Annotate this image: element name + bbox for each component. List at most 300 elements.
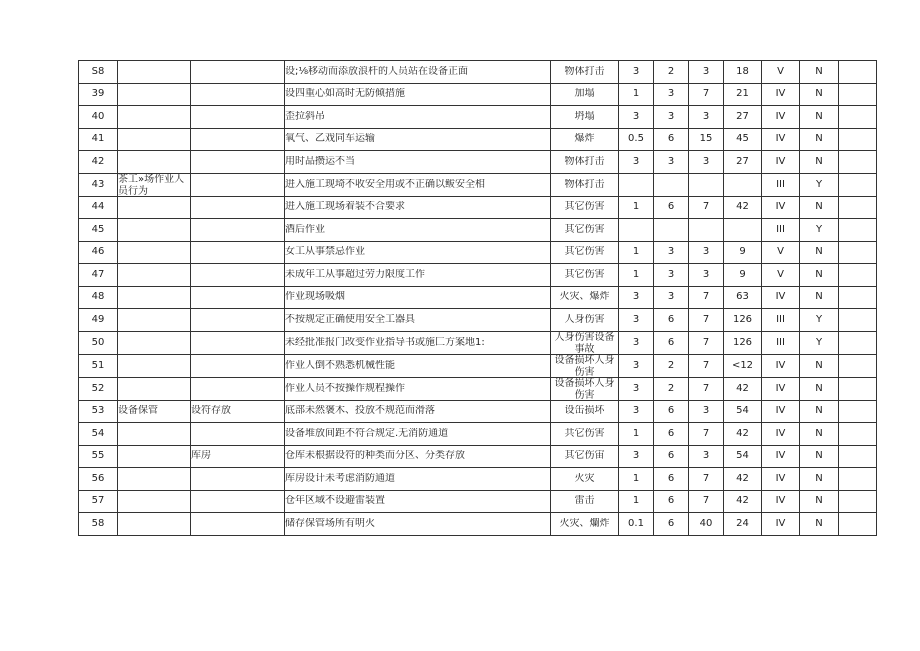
e-value-cell — [654, 128, 689, 151]
consequence-cell — [551, 151, 619, 174]
e-value-cell-text: 6 — [667, 313, 675, 325]
e-value-cell-text: 6 — [667, 133, 675, 145]
hazard-cell-text: 未成年工从事超过劳力限度工作 — [285, 268, 425, 280]
consequence-cell — [551, 173, 619, 196]
c-value-cell-text: 7 — [702, 313, 710, 325]
major-risk-cell-text: N — [815, 246, 823, 258]
activity-cell — [118, 264, 191, 287]
consequence-cell-text: 其它伤害 — [564, 246, 605, 258]
row-number — [79, 377, 118, 400]
row-number-text: 42 — [91, 155, 105, 167]
d-value-cell-text: 42 — [736, 382, 749, 394]
consequence-cell-text: 雷击 — [574, 495, 595, 507]
d-value-cell-text: 18 — [736, 65, 749, 77]
blank-cell — [839, 309, 877, 332]
table-row — [79, 241, 877, 264]
risk-level-cell — [762, 354, 800, 377]
row-number-text: 43 — [91, 178, 105, 190]
e-value-cell-text: 2 — [667, 65, 675, 77]
consequence-cell-text: 火灾 — [574, 472, 595, 484]
major-risk-cell-text: N — [815, 110, 823, 122]
hazard-cell — [285, 241, 551, 264]
l-value-cell-text: 3 — [632, 313, 640, 325]
table-row — [79, 219, 877, 242]
hazard-cell-text: 用时品攒运不当 — [285, 155, 355, 167]
consequence-cell-text: 设备损坏人身伤害 — [554, 377, 615, 400]
c-value-cell — [689, 196, 724, 219]
d-value-cell-text: 24 — [736, 517, 749, 529]
risk-level-cell — [762, 196, 800, 219]
hazard-cell — [285, 377, 551, 400]
e-value-cell-text: 6 — [667, 336, 675, 348]
hazard-cell — [285, 286, 551, 309]
e-value-cell — [654, 264, 689, 287]
activity-cell-text: 茶工»场作业人员行为 — [118, 173, 185, 196]
major-risk-cell — [800, 196, 839, 219]
hazard-cell — [285, 309, 551, 332]
row-number-text: 50 — [91, 336, 105, 348]
row-number — [79, 61, 118, 84]
consequence-cell — [551, 128, 619, 151]
risk-level-cell — [762, 173, 800, 196]
hazard-cell-text: 作业人倒不熟悉机械性能 — [285, 359, 395, 371]
risk-level-cell — [762, 219, 800, 242]
c-value-cell — [689, 173, 724, 196]
l-value-cell — [619, 490, 654, 513]
major-risk-cell — [800, 286, 839, 309]
major-risk-cell — [800, 106, 839, 129]
hazard-cell — [285, 423, 551, 446]
major-risk-cell-text: N — [815, 359, 823, 371]
risk-level-cell-text: IV — [775, 110, 786, 122]
sub-activity-cell — [191, 468, 285, 491]
blank-cell — [839, 354, 877, 377]
d-value-cell-text: 27 — [736, 155, 749, 167]
e-value-cell — [654, 423, 689, 446]
c-value-cell-text: 7 — [702, 88, 710, 100]
c-value-cell — [689, 354, 724, 377]
consequence-cell-text: 火灾、爛炸 — [559, 517, 610, 529]
sub-activity-cell — [191, 83, 285, 106]
consequence-cell — [551, 219, 619, 242]
e-value-cell-text: 6 — [667, 405, 675, 417]
e-value-cell — [654, 61, 689, 84]
risk-level-cell — [762, 286, 800, 309]
table-row — [79, 513, 877, 536]
sub-activity-cell — [191, 196, 285, 219]
hazard-cell-text: 储存保管场所有明火 — [285, 517, 375, 529]
risk-level-cell-text: IV — [775, 472, 786, 484]
hazard-cell-text: 库房设计未考虑消防通道 — [285, 472, 395, 484]
d-value-cell-text: 42 — [736, 201, 749, 213]
risk-level-cell-text: IV — [775, 427, 786, 439]
consequence-cell — [551, 61, 619, 84]
consequence-cell — [551, 331, 619, 354]
row-number-text: 47 — [91, 268, 105, 280]
major-risk-cell — [800, 423, 839, 446]
c-value-cell — [689, 468, 724, 491]
c-value-cell-text: 3 — [702, 246, 710, 258]
major-risk-cell-text: Y — [815, 336, 823, 348]
d-value-cell — [724, 423, 762, 446]
c-value-cell-text: 3 — [702, 450, 710, 462]
e-value-cell — [654, 309, 689, 332]
d-value-cell-text: 42 — [736, 495, 749, 507]
sub-activity-cell — [191, 151, 285, 174]
sub-activity-cell — [191, 445, 285, 468]
c-value-cell — [689, 309, 724, 332]
blank-cell — [839, 61, 877, 84]
row-number — [79, 309, 118, 332]
e-value-cell — [654, 445, 689, 468]
c-value-cell — [689, 264, 724, 287]
row-number — [79, 286, 118, 309]
blank-cell — [839, 331, 877, 354]
row-number-text: 51 — [91, 359, 105, 371]
d-value-cell — [724, 151, 762, 174]
blank-cell — [839, 423, 877, 446]
major-risk-cell — [800, 468, 839, 491]
d-value-cell — [724, 173, 762, 196]
hazard-cell-text: 进入施工现埼不收安全用或不正确以鲅安全相 — [285, 178, 485, 190]
consequence-cell — [551, 241, 619, 264]
d-value-cell — [724, 377, 762, 400]
l-value-cell — [619, 354, 654, 377]
consequence-cell-text: 人身伤害 — [564, 313, 605, 325]
major-risk-cell-text: N — [815, 405, 823, 417]
hazard-cell — [285, 61, 551, 84]
row-number — [79, 173, 118, 196]
consequence-cell — [551, 83, 619, 106]
hazard-cell-text: 作业现场吸烟 — [285, 291, 345, 303]
l-value-cell — [619, 106, 654, 129]
activity-cell-text: 设备保管 — [118, 405, 158, 417]
l-value-cell-text: 3 — [632, 291, 640, 303]
sub-activity-cell-text: 库房 — [191, 450, 211, 462]
c-value-cell — [689, 400, 724, 423]
risk-level-cell-text: IV — [775, 495, 786, 507]
major-risk-cell — [800, 513, 839, 536]
major-risk-cell-text: Y — [815, 313, 823, 325]
risk-level-cell-text: IV — [775, 291, 786, 303]
sub-activity-cell — [191, 286, 285, 309]
major-risk-cell-text: N — [815, 268, 823, 280]
consequence-cell-text: 其它伤害 — [564, 268, 605, 280]
row-number-text: 39 — [91, 88, 105, 100]
blank-cell — [839, 400, 877, 423]
c-value-cell-text: 7 — [702, 472, 710, 484]
major-risk-cell — [800, 331, 839, 354]
l-value-cell — [619, 173, 654, 196]
e-value-cell-text: 2 — [667, 359, 675, 371]
hazard-cell — [285, 83, 551, 106]
table-row — [79, 309, 877, 332]
row-number — [79, 264, 118, 287]
risk-level-cell — [762, 445, 800, 468]
activity-cell — [118, 354, 191, 377]
l-value-cell — [619, 128, 654, 151]
e-value-cell — [654, 400, 689, 423]
major-risk-cell — [800, 309, 839, 332]
c-value-cell — [689, 513, 724, 536]
d-value-cell — [724, 400, 762, 423]
row-number-text: 45 — [91, 223, 105, 235]
row-number-text: 55 — [91, 450, 105, 462]
table-row — [79, 83, 877, 106]
table-row — [79, 468, 877, 491]
major-risk-cell — [800, 128, 839, 151]
l-value-cell-text: 3 — [632, 405, 640, 417]
row-number-text: 52 — [91, 382, 105, 394]
major-risk-cell — [800, 264, 839, 287]
major-risk-cell-text: N — [815, 291, 823, 303]
major-risk-cell — [800, 241, 839, 264]
l-value-cell — [619, 264, 654, 287]
blank-cell — [839, 219, 877, 242]
c-value-cell — [689, 445, 724, 468]
e-value-cell — [654, 196, 689, 219]
activity-cell — [118, 513, 191, 536]
activity-cell — [118, 331, 191, 354]
risk-level-cell — [762, 241, 800, 264]
major-risk-cell — [800, 354, 839, 377]
hazard-cell-text: 设;⅛移动而添放浪杆的人员站在设备正面 — [285, 65, 469, 77]
consequence-cell — [551, 445, 619, 468]
hazard-cell — [285, 490, 551, 513]
hazard-cell-text: 作业人员不按操作规程操作 — [285, 382, 405, 394]
d-value-cell — [724, 490, 762, 513]
d-value-cell-text: 42 — [736, 427, 749, 439]
d-value-cell — [724, 264, 762, 287]
row-number-text: 46 — [91, 246, 105, 258]
row-number — [79, 354, 118, 377]
consequence-cell — [551, 400, 619, 423]
risk-level-cell-text: III — [776, 178, 785, 190]
c-value-cell — [689, 241, 724, 264]
row-number — [79, 331, 118, 354]
c-value-cell-text: 7 — [702, 359, 710, 371]
d-value-cell-text: 126 — [732, 313, 753, 325]
l-value-cell-text: 3 — [632, 336, 640, 348]
blank-cell — [839, 151, 877, 174]
c-value-cell-text: 15 — [699, 133, 713, 145]
sub-activity-cell — [191, 61, 285, 84]
e-value-cell — [654, 219, 689, 242]
risk-level-cell — [762, 83, 800, 106]
row-number — [79, 400, 118, 423]
hazard-cell — [285, 196, 551, 219]
d-value-cell — [724, 83, 762, 106]
e-value-cell — [654, 83, 689, 106]
consequence-cell-text: 加塌 — [574, 88, 595, 100]
row-number — [79, 219, 118, 242]
hazard-cell-text: 歪拉斜吊 — [285, 110, 325, 122]
c-value-cell-text: 7 — [702, 336, 710, 348]
risk-level-cell — [762, 309, 800, 332]
row-number — [79, 468, 118, 491]
d-value-cell — [724, 128, 762, 151]
activity-cell — [118, 173, 191, 196]
hazard-cell-text: 进入施工现场着装不合要求 — [285, 201, 405, 213]
blank-cell — [839, 241, 877, 264]
consequence-cell-text: 物体打击 — [564, 65, 605, 77]
l-value-cell — [619, 331, 654, 354]
row-number — [79, 196, 118, 219]
consequence-cell-text: 坍塌 — [574, 110, 595, 122]
c-value-cell — [689, 423, 724, 446]
consequence-cell — [551, 468, 619, 491]
activity-cell — [118, 106, 191, 129]
major-risk-cell — [800, 490, 839, 513]
sub-activity-cell — [191, 354, 285, 377]
hazard-cell-text: 酒后作业 — [285, 223, 325, 235]
risk-level-cell-text: IV — [775, 382, 786, 394]
l-value-cell-text: 0.1 — [628, 517, 644, 529]
row-number-text: 48 — [91, 291, 105, 303]
d-value-cell — [724, 106, 762, 129]
hazard-cell-text: 氧气、乙戏同车运输 — [285, 133, 375, 145]
major-risk-cell-text: N — [815, 65, 823, 77]
e-value-cell-text: 6 — [667, 472, 675, 484]
d-value-cell-text: 54 — [736, 405, 749, 417]
d-value-cell — [724, 468, 762, 491]
l-value-cell — [619, 309, 654, 332]
major-risk-cell-text: N — [815, 517, 823, 529]
consequence-cell-text: 火灾、爆炸 — [559, 291, 610, 303]
e-value-cell — [654, 173, 689, 196]
sub-activity-cell — [191, 241, 285, 264]
table-row — [79, 354, 877, 377]
consequence-cell — [551, 264, 619, 287]
table-row — [79, 445, 877, 468]
risk-level-cell — [762, 490, 800, 513]
row-number — [79, 106, 118, 129]
e-value-cell-text: 6 — [667, 201, 675, 213]
sub-activity-cell — [191, 513, 285, 536]
e-value-cell — [654, 513, 689, 536]
sub-activity-cell — [191, 309, 285, 332]
d-value-cell — [724, 354, 762, 377]
table-row — [79, 106, 877, 129]
d-value-cell — [724, 445, 762, 468]
hazard-cell — [285, 106, 551, 129]
l-value-cell-text: 1 — [632, 495, 640, 507]
e-value-cell — [654, 106, 689, 129]
c-value-cell-text: 7 — [702, 382, 710, 394]
blank-cell — [839, 377, 877, 400]
major-risk-cell-text: N — [815, 472, 823, 484]
risk-level-cell-text: IV — [775, 155, 786, 167]
l-value-cell — [619, 400, 654, 423]
hazard-cell — [285, 354, 551, 377]
table-row — [79, 173, 877, 196]
hazard-cell — [285, 219, 551, 242]
consequence-cell-text: 其它伤害 — [564, 201, 605, 213]
consequence-cell — [551, 286, 619, 309]
d-value-cell — [724, 219, 762, 242]
c-value-cell — [689, 377, 724, 400]
hazard-cell — [285, 264, 551, 287]
risk-level-cell — [762, 106, 800, 129]
e-value-cell-text: 3 — [667, 110, 675, 122]
consequence-cell-text: 设缶损坏 — [564, 405, 605, 417]
major-risk-cell — [800, 83, 839, 106]
l-value-cell-text: 0.5 — [628, 133, 644, 145]
risk-level-cell-text: III — [776, 336, 785, 348]
sub-activity-cell — [191, 173, 285, 196]
risk-assessment-table — [78, 60, 877, 536]
sub-activity-cell — [191, 490, 285, 513]
table-row — [79, 196, 877, 219]
row-number — [79, 128, 118, 151]
blank-cell — [839, 286, 877, 309]
c-value-cell-text: 3 — [702, 268, 710, 280]
d-value-cell-text: 21 — [736, 88, 749, 100]
c-value-cell — [689, 219, 724, 242]
major-risk-cell-text: Y — [815, 178, 823, 190]
l-value-cell-text: 1 — [632, 268, 640, 280]
consequence-cell-text: 人身伤害设备事故 — [554, 331, 615, 354]
risk-level-cell-text: IV — [775, 201, 786, 213]
e-value-cell-text: 3 — [667, 246, 675, 258]
consequence-cell — [551, 106, 619, 129]
consequence-cell — [551, 196, 619, 219]
major-risk-cell-text: N — [815, 495, 823, 507]
table-row — [79, 286, 877, 309]
activity-cell — [118, 490, 191, 513]
l-value-cell-text: 3 — [632, 450, 640, 462]
hazard-cell-text: 设四重心如高时无防倾措施 — [285, 88, 405, 100]
consequence-cell — [551, 309, 619, 332]
d-value-cell — [724, 331, 762, 354]
c-value-cell-text: 3 — [702, 155, 710, 167]
consequence-cell-text: 其它伤宙 — [564, 450, 605, 462]
hazard-cell — [285, 331, 551, 354]
e-value-cell-text: 6 — [667, 450, 675, 462]
row-number — [79, 151, 118, 174]
l-value-cell — [619, 61, 654, 84]
l-value-cell — [619, 513, 654, 536]
c-value-cell — [689, 128, 724, 151]
l-value-cell-text: 3 — [632, 110, 640, 122]
l-value-cell — [619, 445, 654, 468]
l-value-cell-text: 1 — [632, 427, 640, 439]
hazard-cell-text: 底部未然褒木、投放不规范而滑落 — [285, 405, 435, 417]
e-value-cell — [654, 377, 689, 400]
e-value-cell — [654, 331, 689, 354]
risk-level-cell-text: V — [777, 268, 784, 280]
risk-level-cell-text: IV — [775, 517, 786, 529]
e-value-cell — [654, 468, 689, 491]
e-value-cell-text: 3 — [667, 291, 675, 303]
d-value-cell — [724, 513, 762, 536]
major-risk-cell-text: Y — [815, 223, 823, 235]
sub-activity-cell-text: 设符存放 — [191, 405, 231, 417]
risk-level-cell-text: V — [777, 65, 784, 77]
l-value-cell-text: 1 — [632, 88, 640, 100]
e-value-cell-text: 3 — [667, 155, 675, 167]
d-value-cell — [724, 61, 762, 84]
sub-activity-cell — [191, 264, 285, 287]
e-value-cell — [654, 151, 689, 174]
row-number — [79, 83, 118, 106]
risk-level-cell-text: III — [776, 313, 785, 325]
d-value-cell — [724, 309, 762, 332]
c-value-cell — [689, 151, 724, 174]
d-value-cell-text: 54 — [736, 450, 749, 462]
row-number — [79, 423, 118, 446]
hazard-cell-text: 仓库未根据设符的种类而分区、分类存放 — [285, 450, 465, 462]
